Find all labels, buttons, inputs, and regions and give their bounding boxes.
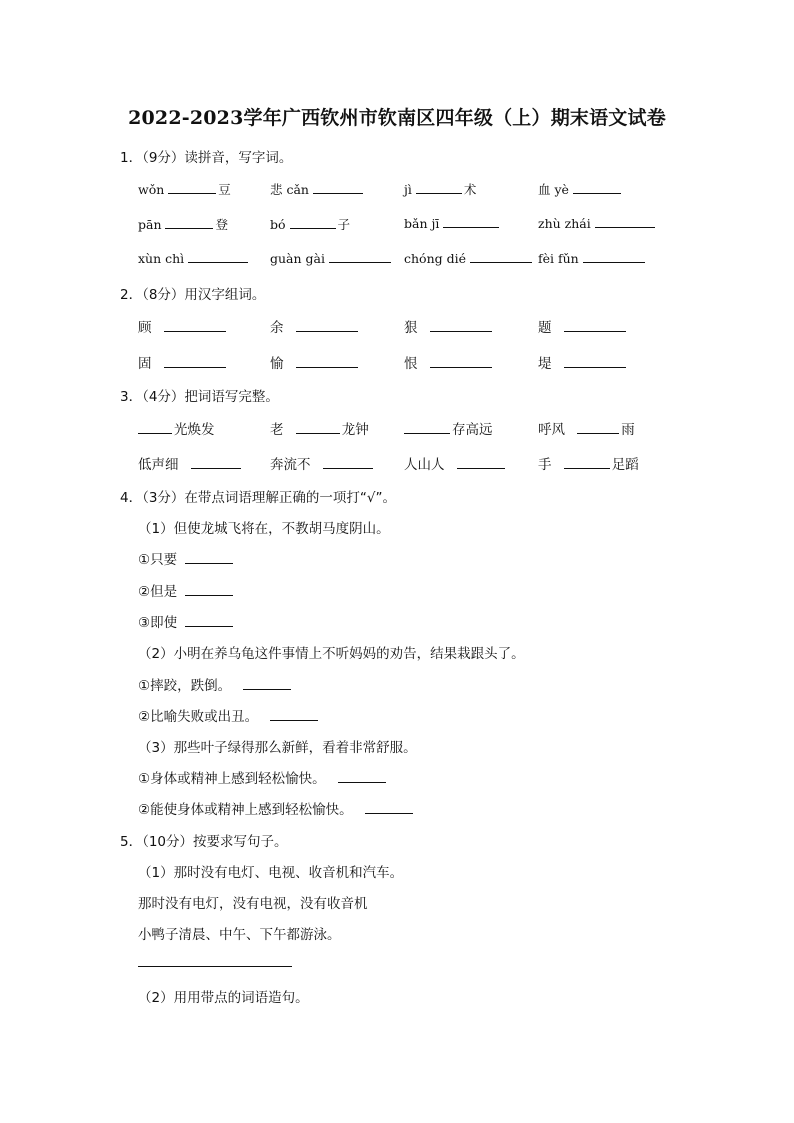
q4-sub1: （1）但使龙城飞将在，不教胡马度阴山。 (138, 521, 390, 537)
answer-blank[interactable] (457, 456, 505, 469)
q1-item: wǒn 豆 (138, 182, 231, 197)
answer-blank[interactable] (443, 215, 499, 228)
q4-sub2: （2）小明在养乌龟这件事情上不听妈妈的劝告，结果栽跟头了。 (138, 646, 525, 662)
q2-item: 题 (538, 316, 626, 336)
answer-blank[interactable] (243, 677, 291, 690)
q1-heading: 1．（9分）读拼音，写字词。 (120, 150, 293, 166)
answer-blank[interactable] (188, 250, 248, 263)
q3-item: 老 龙钟 (270, 422, 369, 438)
answer-blank[interactable] (577, 421, 619, 434)
answer-line[interactable] (138, 966, 292, 967)
q2-item: 固 (138, 352, 226, 372)
answer-blank[interactable] (138, 421, 172, 434)
q2-item: 恨 (404, 352, 492, 372)
answer-blank[interactable] (185, 583, 233, 596)
q4-option: ②比喻失败或出丑。 (138, 705, 318, 725)
answer-blank[interactable] (430, 319, 492, 332)
answer-blank[interactable] (164, 319, 226, 332)
answer-blank[interactable] (168, 181, 216, 194)
q4-option: ①只要 (138, 548, 233, 568)
q1-item: jì 术 (404, 182, 477, 197)
q2-heading: 2．（8分）用汉字组词。 (120, 287, 266, 303)
q3-item: 光焕发 (138, 418, 215, 438)
answer-blank[interactable] (583, 250, 645, 263)
q3-heading: 3．（4分）把词语写完整。 (120, 389, 279, 405)
q5-example: 那时没有电灯，没有电视，没有收音机 (138, 896, 368, 912)
q2-item: 顾 (138, 316, 226, 336)
q2-item: 余 (270, 316, 358, 336)
q4-option: ③即使 (138, 611, 233, 631)
answer-blank[interactable] (338, 770, 386, 783)
answer-blank[interactable] (185, 551, 233, 564)
q4-sub3: （3）那些叶子绿得那么新鲜，看着非常舒服。 (138, 740, 417, 756)
q3-item: 人山人 (404, 453, 505, 473)
answer-blank[interactable] (296, 319, 358, 332)
q1-item: 血 yè (538, 180, 621, 198)
answer-blank[interactable] (313, 181, 363, 194)
q4-option: ①摔跤，跌倒。 (138, 674, 291, 694)
q1-item: xùn chì (138, 250, 248, 266)
q3-item: 手 足蹈 (538, 457, 639, 473)
q3-item: 低声细 (138, 453, 241, 473)
answer-blank[interactable] (416, 181, 462, 194)
q1-item: bǎn jī (404, 215, 499, 231)
q4-option: ②但是 (138, 580, 233, 600)
q5-sub1: （1）那时没有电灯、电视、收音机和汽车。 (138, 865, 404, 881)
answer-blank[interactable] (564, 456, 610, 469)
q5-heading: 5．（10分）按要求写句子。 (120, 834, 288, 850)
q2-item: 狠 (404, 316, 492, 336)
answer-blank[interactable] (564, 355, 626, 368)
answer-blank[interactable] (290, 216, 336, 229)
q4-option: ①身体或精神上感到轻松愉快。 (138, 767, 386, 787)
q2-item: 堤 (538, 352, 626, 372)
q1-item: zhù zhái (538, 215, 655, 231)
q5-sub2: （2）用用带点的词语造句。 (138, 990, 309, 1006)
answer-blank[interactable] (365, 801, 413, 814)
answer-blank[interactable] (164, 355, 226, 368)
q1-item: 悲 cǎn (270, 180, 363, 198)
answer-blank[interactable] (296, 355, 358, 368)
q2-item: 愉 (270, 352, 358, 372)
answer-blank[interactable] (165, 216, 213, 229)
page-title: 2022-2023学年广西钦州市钦南区四年级（上）期末语文试卷 (128, 107, 666, 129)
q1-item: chóng dié (404, 250, 532, 266)
answer-blank[interactable] (270, 708, 318, 721)
answer-blank[interactable] (296, 421, 340, 434)
answer-blank[interactable] (191, 456, 241, 469)
answer-blank[interactable] (564, 319, 626, 332)
q3-item: 呼风 雨 (538, 422, 635, 438)
answer-blank[interactable] (430, 355, 492, 368)
q1-item: fèi fǔn (538, 250, 645, 266)
q1-item: pān 登 (138, 217, 228, 232)
q3-item: 奔流不 (270, 453, 373, 473)
q5-prompt: 小鸭子清晨、中午、下午都游泳。 (138, 927, 341, 943)
answer-blank[interactable] (323, 456, 373, 469)
q4-heading: 4．（3分）在带点词语理解正确的一项打“√”。 (120, 490, 397, 506)
q4-option: ②能使身体或精神上感到轻松愉快。 (138, 798, 413, 818)
answer-blank[interactable] (595, 215, 655, 228)
answer-blank[interactable] (573, 181, 621, 194)
answer-blank[interactable] (470, 250, 532, 263)
answer-blank[interactable] (404, 421, 450, 434)
answer-blank[interactable] (329, 250, 391, 263)
q1-item: bó 子 (270, 217, 351, 232)
q3-item: 存高远 (404, 418, 493, 438)
answer-blank[interactable] (185, 614, 233, 627)
q1-item: guàn gài (270, 250, 391, 266)
